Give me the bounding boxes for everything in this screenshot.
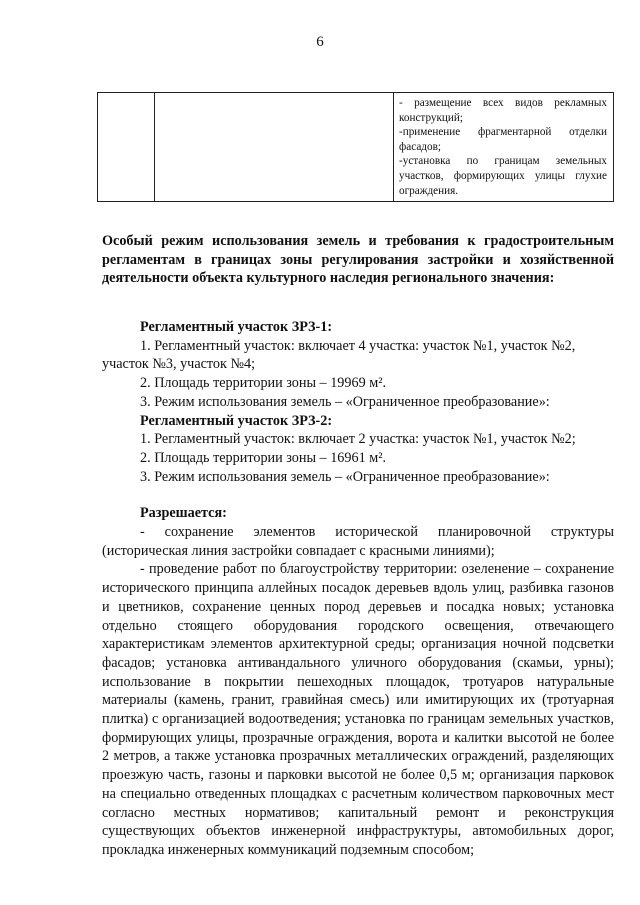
- table-row: [98, 93, 614, 202]
- page-number: 6: [316, 34, 324, 50]
- zone-2-title: Регламентный участок ЗРЗ-2:: [140, 412, 333, 429]
- section-heading: Особый режим использования земель и требования к градостроительным регламентам в границах зоны регулирования застройки и хозяйственной деятельности объекта культурного наследия регионального значения:: [102, 233, 614, 287]
- document-body: [102, 318, 614, 860]
- zone-1-title: Регламентный участок ЗРЗ-1:: [140, 319, 333, 335]
- table-cell-empty-2: [155, 93, 394, 202]
- zone-1-item-3: 3. Режим использования земель – «Ограниченное преобразование»:: [140, 393, 550, 410]
- allowed-title: Разрешается:: [140, 505, 227, 522]
- zone-2-item-1: 1. Регламентный участок: включает 2 участка: участок №1, участок №2;: [140, 431, 576, 448]
- allowed-item-1: - сохранение элементов исторической планировочной структуры (историческая линия застройки совпадает с красными линиями);: [102, 524, 614, 559]
- zone-1-item-2: 2. Площадь территории зоны – 19969 м².: [140, 375, 386, 392]
- table-cell-line: -применение фрагментарной отделки фасадов;: [399, 126, 607, 153]
- zone-2-item-2: 2. Площадь территории зоны – 16961 м².: [140, 449, 386, 466]
- allowed-item-2: - проведение работ по благоустройству территории: озеленение – сохранение исторического принципа аллейных посадок деревьев вдоль улиц, разбивка газонов и цветников, сохранение ценных пород деревьев и посадка новых; установка отдельно стоящего оборудования городского освещения, отвечающего характеристикам элементов архитектурной среды; организация ночной подсветки фасадов; установка антивандального уличного оборудования (скамьи, урны); использование в покрытии пешеходных площадок, тротуаров натуральные материалы (камень, гранит, гравийная смесь) или имитирующих их (тротуарная плитка) с организацией водоотведения; установка по границам земельных участков, формирующих улицы, прозрачные ограждения, ворота и калитки высотой не более 2 метров, а также установка прозрачных металлических ограждений, разделяющих проезжую часть, газоны и парковки высотой не более 0,5 м; организация парковок на специально отведенных площадках с расчетным количеством парковочных мест согласно местных нормативов; капитальный ремонт и реконструкция существующих объектов инженерной инфраструктуры, автомобильных дорог, прокладка инженерных коммуникаций подземным способом;: [102, 561, 614, 858]
- zone-1-item-1: 1. Регламентный участок: включает 4 участка: участок №1, участок №2, участок №3, участок №4;: [102, 337, 576, 373]
- table-cell-line: -установка по границам земельных участков, формирующих улицы глухие ограждения.: [399, 155, 607, 197]
- table-cell-empty-1: [98, 93, 155, 202]
- zone-2-item-3: 3. Режим использования земель – «Ограниченное преобразование»:: [140, 468, 550, 485]
- restrictions-table: [97, 92, 614, 202]
- table-cell-restrictions: [394, 93, 614, 202]
- table-cell-line: - размещение всех видов рекламных конструкций;: [399, 97, 607, 124]
- spacer: [102, 486, 614, 504]
